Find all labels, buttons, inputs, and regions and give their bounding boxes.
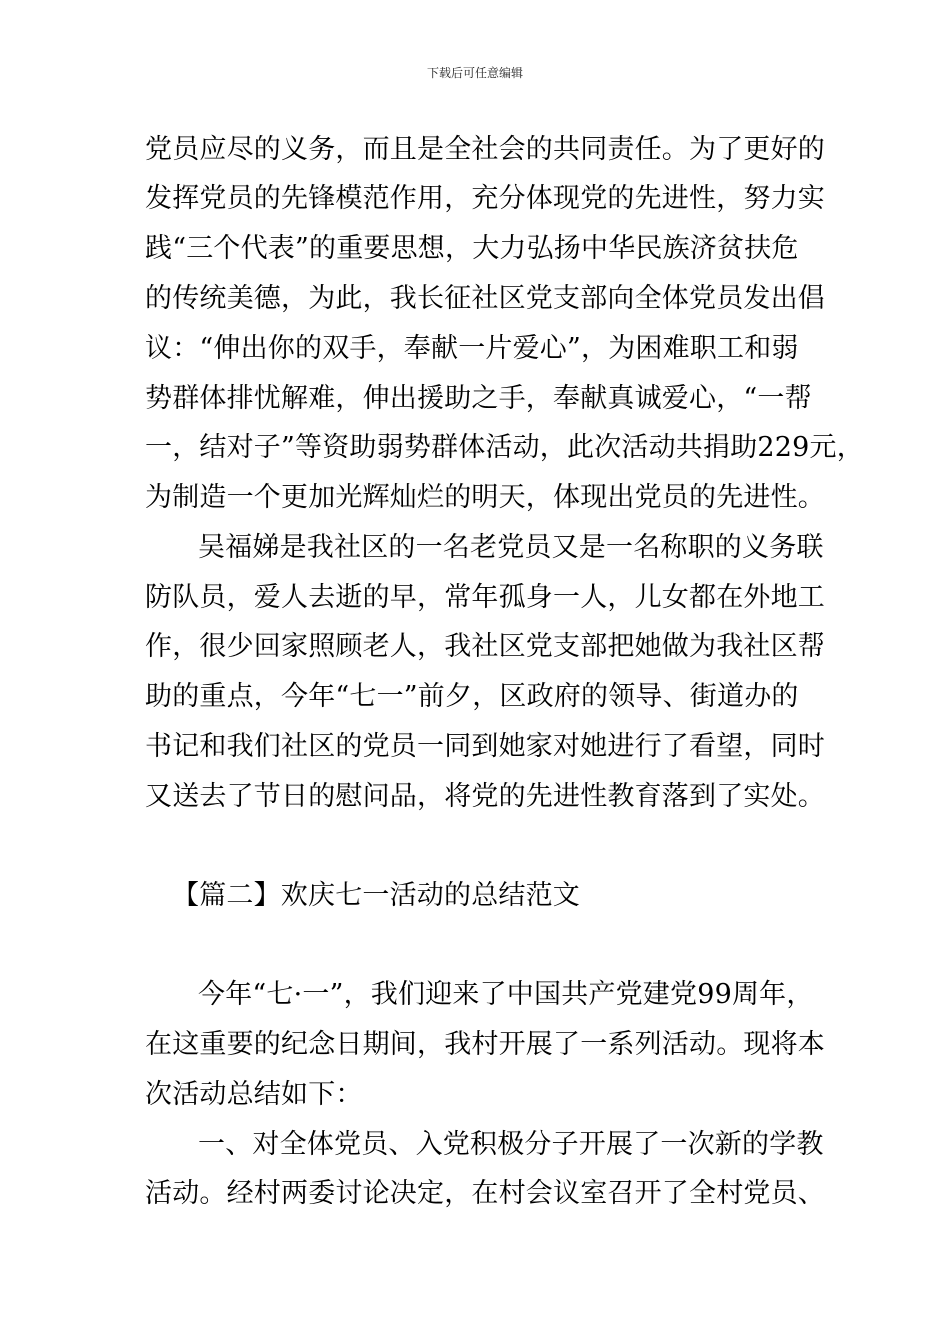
paragraph-1-line-6: 势群体排忧解难，伸出援助之手，奉献真诚爱心，“一帮 bbox=[145, 383, 812, 414]
paragraph-2-line-3: 作，很少回家照顾老人，我社区党支部把她做为我社区帮 bbox=[145, 631, 825, 662]
paragraph-1-line-4: 的传统美德，为此，我长征社区党支部向全体党员发出倡 bbox=[145, 283, 825, 314]
paragraph-1-line-1: 党员应尽的义务，而且是全社会的共同责任。为了更好的 bbox=[145, 134, 825, 165]
paragraph-1-line-3: 践“三个代表”的重要思想，大力弘扬中华民族济贫扶危 bbox=[145, 233, 799, 264]
paragraph-2-line-1: 吴福娣是我社区的一名老党员又是一名称职的义务联 bbox=[198, 532, 824, 563]
paragraph-4-line-1: 一、对全体党员、入党积极分子开展了一次新的学教 bbox=[198, 1129, 824, 1160]
paragraph-2-line-2: 防队员，爱人去逝的早，常年孤身一人，儿女都在外地工 bbox=[145, 582, 825, 613]
paragraph-1-line-5: 议：“伸出你的双手，奉献一片爱心”，为困难职工和弱 bbox=[145, 333, 799, 364]
paragraph-3-line-3: 次活动总结如下： bbox=[145, 1079, 363, 1110]
paragraph-3-line-1: 今年“七·一”，我们迎来了中国共产党建党99周年， bbox=[198, 979, 814, 1010]
paragraph-2-line-6: 又送去了节日的慰问品，将党的先进性教育落到了实处。 bbox=[145, 781, 825, 812]
section-heading: 【篇二】欢庆七一活动的总结范文 bbox=[172, 880, 580, 911]
paragraph-1-line-7: 一，结对子”等资助弱势群体活动，此次活动共捐助229元， bbox=[145, 432, 864, 463]
paragraph-1-line-8: 为制造一个更加光辉灿烂的明天，体现出党员的先进性。 bbox=[145, 482, 825, 513]
paragraph-2-line-5: 书记和我们社区的党员一同到她家对她进行了看望，同时 bbox=[145, 731, 825, 762]
paragraph-4-line-2: 活动。经村两委讨论决定，在村会议室召开了全村党员、 bbox=[145, 1178, 825, 1209]
page-header: 下载后可任意编辑 bbox=[426, 66, 523, 80]
paragraph-2-line-4: 助的重点，今年“七一”前夕，区政府的领导、街道办的 bbox=[145, 681, 799, 712]
paragraph-3-line-2: 在这重要的纪念日期间，我村开展了一系列活动。现将本 bbox=[145, 1029, 825, 1060]
paragraph-1-line-2: 发挥党员的先锋模范作用，充分体现党的先进性，努力实 bbox=[145, 183, 825, 214]
